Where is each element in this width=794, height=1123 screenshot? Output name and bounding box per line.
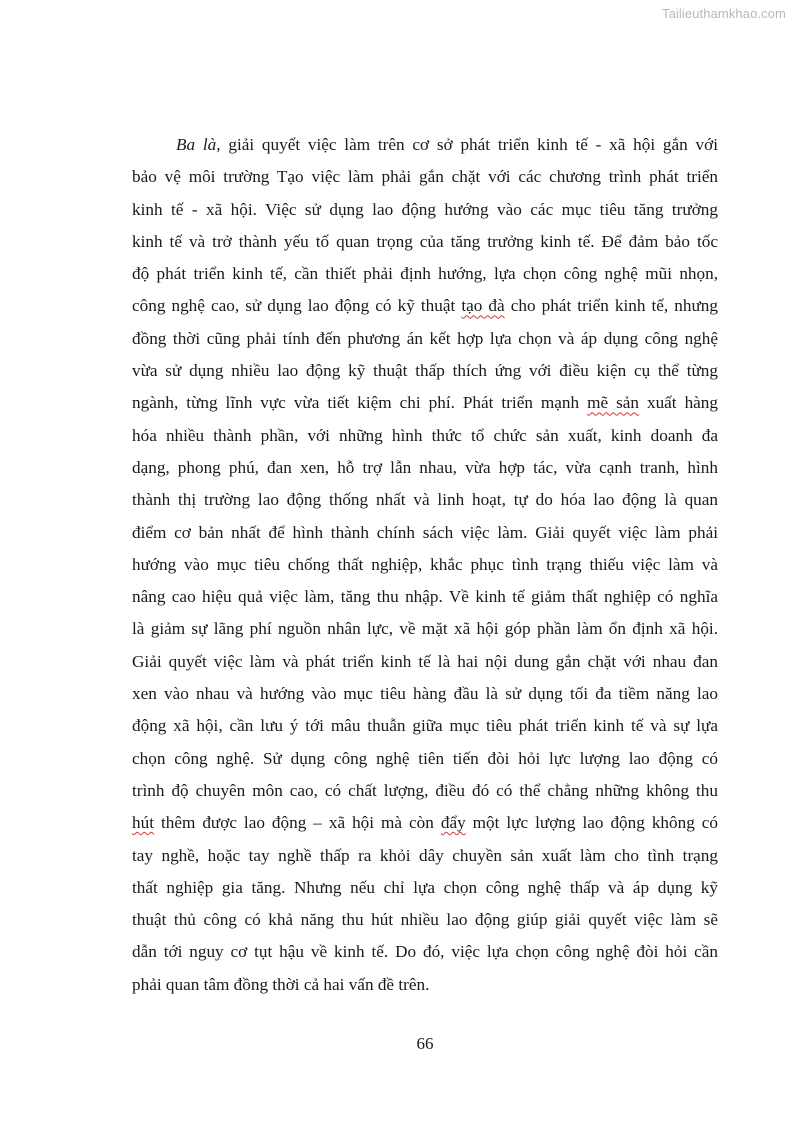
text-line <box>132 226 718 258</box>
text-segment: công nghệ cao, sử dụng lao động có kỹ thuật <box>132 296 462 316</box>
spellcheck-word: hút <box>132 813 154 833</box>
text-line <box>132 517 718 549</box>
text-line <box>132 936 718 968</box>
text-line <box>132 452 718 484</box>
text-segment: tay nghề, hoặc tay nghề thấp ra khỏi dây chuyền sản xuất làm cho tình trạng <box>132 845 718 865</box>
text-segment: hóa nhiều thành phần, với những hình thức tổ chức sản xuất, kinh doanh đa <box>132 425 718 445</box>
watermark: Tailieuthamkhao.com <box>661 6 786 21</box>
text-segment: nâng cao hiệu quả việc làm, tăng thu nhập. Về kinh tế giảm thất nghiệp có nghĩa <box>132 587 718 607</box>
text-segment: độ phát triển kinh tế, cần thiết phải định hướng, lựa chọn công nghệ mũi nhọn, <box>132 264 718 284</box>
text-line <box>132 355 718 387</box>
text-segment: cho phát triển kinh tế, nhưng <box>504 296 718 316</box>
text-line <box>132 387 718 419</box>
text-segment: động xã hội, cần lưu ý tới mâu thuẫn giữa mục tiêu phát triển kinh tế và sự lựa <box>132 716 718 736</box>
text-segment: là giảm sự lãng phí nguồn nhân lực, về mặt xã hội góp phần làm ổn định xã hội. <box>132 619 718 639</box>
spellcheck-word: tạo đà <box>461 296 505 316</box>
text-line <box>132 807 718 839</box>
text-line <box>132 161 718 193</box>
text-segment: hướng vào mục tiêu chống thất nghiệp, khắc phục tình trạng thiếu việc làm và <box>132 554 718 574</box>
text-line <box>132 581 718 613</box>
text-segment: xen vào nhau và hướng vào mục tiêu hàng đầu là sử dụng tối đa tiềm năng lao <box>132 684 718 704</box>
text-segment: thất nghiệp gia tăng. Nhưng nếu chỉ lựa chọn công nghệ thấp và áp dụng kỹ <box>132 877 718 897</box>
text-segment: bảo vệ môi trường Tạo việc làm phải gắn chặt với các chương trình phát triển <box>132 167 718 187</box>
text-segment: phải quan tâm đồng thời cả hai vấn đề trên. <box>132 974 430 994</box>
text-line <box>132 743 718 775</box>
text-line <box>132 290 718 322</box>
text-line <box>132 678 718 710</box>
text-segment: thành thị trường lao động thống nhất và linh hoạt, tự do hóa lao động là quan <box>132 490 718 510</box>
text-line <box>132 613 718 645</box>
lead-phrase: Ba là, <box>176 135 221 154</box>
text-line <box>132 484 718 516</box>
body-text <box>132 129 718 1001</box>
text-line <box>132 194 718 226</box>
text-line <box>132 904 718 936</box>
text-line <box>132 710 718 742</box>
text-segment: kinh tế và trở thành yếu tố quan trọng của tăng trưởng kinh tế. Để đảm bảo tốc <box>132 231 718 251</box>
text-segment: vừa sử dụng nhiều lao động kỹ thuật thấp thích ứng với điều kiện cụ thể từng <box>132 361 718 381</box>
text-segment: đồng thời cũng phải tính đến phương án kết hợp lựa chọn và áp dụng công nghệ <box>132 328 718 348</box>
spellcheck-word: đẩy <box>440 813 466 833</box>
spellcheck-word: mẽ sản <box>587 393 639 413</box>
text-line <box>132 646 718 678</box>
text-line <box>132 969 718 1001</box>
text-line <box>132 323 718 355</box>
text-segment: điểm cơ bản nhất để hình thành chính sách việc làm. Giải quyết việc làm phải <box>132 522 718 542</box>
text-segment: thuật thủ công có khả năng thu hút nhiều lao động giúp giải quyết việc làm sẽ <box>132 910 718 930</box>
text-segment: dẫn tới nguy cơ tụt hậu về kinh tế. Do đó, việc lựa chọn công nghệ đòi hỏi cần <box>132 942 718 962</box>
text-line <box>132 420 718 452</box>
text-segment: xuất hàng <box>639 393 718 413</box>
text-line <box>132 129 718 161</box>
text-segment: dạng, phong phú, đan xen, hỗ trợ lẫn nhau, vừa hợp tác, vừa cạnh tranh, hình <box>132 457 718 477</box>
text-line <box>132 549 718 581</box>
text-segment: kinh tế - xã hội. Việc sử dụng lao động hướng vào các mục tiêu tăng trưởng <box>132 199 718 219</box>
text-segment: giải quyết việc làm trên cơ sở phát triển kinh tế - xã hội gắn với <box>220 135 718 154</box>
text-line <box>132 872 718 904</box>
text-line <box>132 775 718 807</box>
page-number: 66 <box>416 1034 434 1053</box>
text-segment: một lực lượng lao động không có <box>465 813 718 833</box>
text-segment: thêm được lao động – xã hội mà còn <box>153 813 441 833</box>
text-line <box>132 840 718 872</box>
text-segment: trình độ chuyên môn cao, có chất lượng, điều đó có thể chẳng những không thu <box>132 780 718 800</box>
text-segment: ngành, từng lĩnh vực vừa tiết kiệm chi phí. Phát triển mạnh <box>132 393 588 413</box>
text-line <box>132 258 718 290</box>
text-segment: chọn công nghệ. Sử dụng công nghệ tiên tiến đòi hỏi lực lượng lao động có <box>132 748 718 768</box>
text-segment: Giải quyết việc làm và phát triển kinh tế là hai nội dung gắn chặt với nhau đan <box>132 651 718 671</box>
